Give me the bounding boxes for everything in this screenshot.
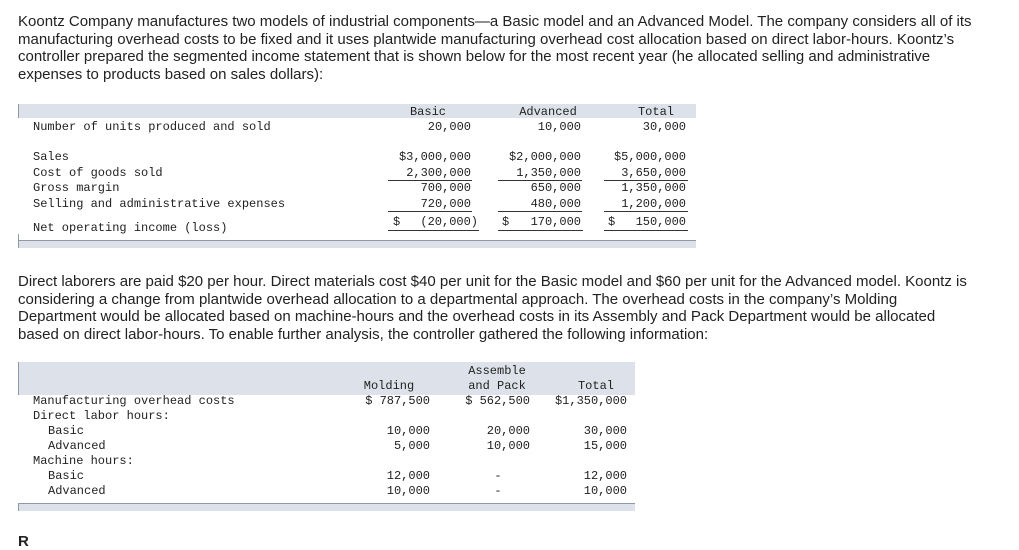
row-value: 10,000 [386,424,430,438]
row-value: 10,000 [583,484,627,498]
col-header-molding: Molding [363,379,415,393]
underline [604,211,688,212]
overhead-assemble: $ 562,500 [465,394,530,408]
net-dollar-basic: $ [393,215,401,229]
net-income-basic: (20,000) [420,215,478,229]
row-label: Selling and administrative expenses [33,197,286,211]
col-header-total: Total [577,379,614,393]
col-header-basic: Basic [409,105,446,119]
row-label: Sales [33,150,70,164]
col-header-total: Total [637,105,674,119]
units-label: Number of units produced and sold [33,120,271,134]
overhead-label: Manufacturing overhead costs [33,394,235,408]
row-value: 20,000 [486,424,530,438]
row-value: $2,000,000 [508,150,581,164]
net-dollar-advanced: $ [502,215,510,229]
footer-band [18,241,696,248]
row-value: 1,350,000 [516,166,581,180]
cut-off-text: R [18,533,30,550]
net-income-total: 150,000 [635,215,686,229]
underline [388,211,472,212]
double-underline [498,230,583,231]
row-value: 10,000 [486,439,530,453]
department-table [18,362,635,510]
row-value: 15,000 [583,439,627,453]
row-value: 10,000 [386,484,430,498]
net-income-advanced: 170,000 [530,215,581,229]
overhead-molding: $ 787,500 [365,394,430,408]
row-value: 12,000 [583,469,627,483]
double-underline [388,230,479,231]
row-value: 480,000 [530,197,581,211]
row-value: - [494,469,502,483]
header-band [18,362,635,395]
mh-heading: Machine hours: [33,454,134,468]
row-value: 5,000 [393,439,430,453]
overhead-total: $1,350,000 [554,394,627,408]
income-statement-table [18,104,696,248]
row-value: 1,350,000 [621,181,686,195]
second-paragraph: Direct laborers are paid $20 per hour. Direct materials cost $40 per unit for the Basic model and $60 per unit for the Advanced model. Koontz is considering a change from plantwide overhead allocation to a departmental approach. The overhead costs in the company’s Molding Department would be allocated based on machine-hours and the overhead costs in its Assembly and Pack Department would be allocated based on direct labor-hours. To enable further analysis, the controller gathered the following information: [18,273,967,343]
row-value: 700,000 [420,181,471,195]
row-label: Gross margin [33,181,120,195]
row-value: 3,650,000 [621,166,686,180]
row-value: - [494,484,502,498]
row-value: 30,000 [583,424,627,438]
col-header-assemble-1: Assemble [468,364,526,378]
row-value: 650,000 [530,181,581,195]
row-value: 720,000 [420,197,471,211]
row-label: Advanced [48,484,106,498]
col-header-assemble-2: and Pack [468,379,526,393]
units-total: 30,000 [642,120,686,134]
row-value: 2,300,000 [406,166,471,180]
row-label: Advanced [48,439,106,453]
footer-band [18,504,635,511]
row-value: 12,000 [386,469,430,483]
net-dollar-total: $ [608,215,616,229]
units-basic: 20,000 [427,120,471,134]
underline [498,211,582,212]
double-underline [604,230,688,231]
row-value: $5,000,000 [613,150,686,164]
row-value: $3,000,000 [398,150,471,164]
dlh-heading: Direct labor hours: [33,409,170,423]
row-label: Cost of goods sold [33,166,163,180]
units-advanced: 10,000 [537,120,581,134]
intro-paragraph: Koontz Company manufactures two models of industrial components—a Basic model and an Advanced Model. The company considers all of its manufacturing overhead costs to be fixed and it uses plantwide manufacturing overhead cost allocation based on direct labor-hours. Koontz’s controller prepared the segmented income statement that is shown below for the most recent year (he allocated selling and administrative expenses to products based on sales dollars): [18,13,972,83]
net-income-label: Net operating income (loss) [33,221,228,235]
col-header-advanced: Advanced [519,105,577,119]
row-label: Basic [48,469,85,483]
row-label: Basic [48,424,85,438]
row-value: 1,200,000 [621,197,686,211]
